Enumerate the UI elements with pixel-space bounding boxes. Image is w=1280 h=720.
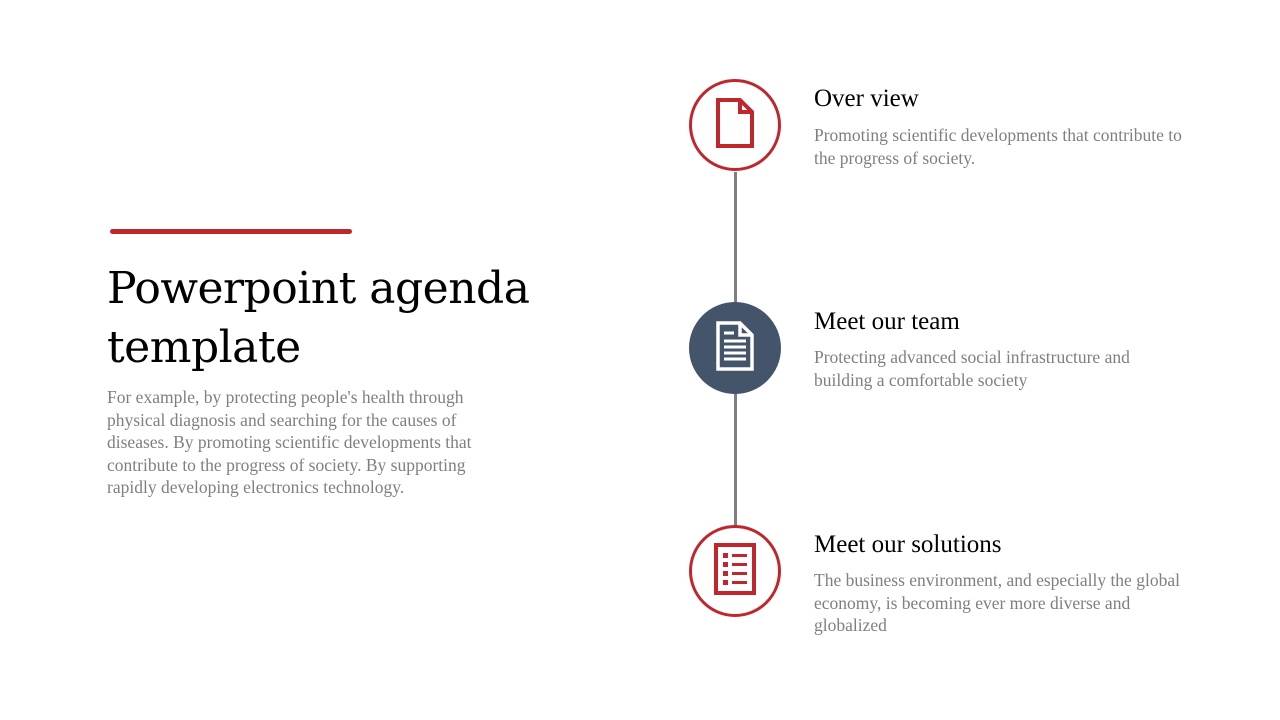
slide-body-text: For example, by protecting people's health through physical diagnosis and searching for the causes of diseases. By promoting scientific developments that contribute to the progress of society. By supporting rapidly developing electronics technology. [107, 387, 472, 497]
document-icon [714, 97, 756, 153]
agenda-item-2-circle [689, 302, 781, 394]
agenda-item-3-description: The business environment, and especially the global economy, is becoming ever more diverse and globalized [814, 570, 1180, 635]
agenda-item-2-description: Protecting advanced social infrastructure and building a comfortable society [814, 347, 1130, 390]
agenda-item-3-circle [689, 525, 781, 617]
agenda-item-1-circle [689, 79, 781, 171]
agenda-item-1-title: Over view [814, 85, 919, 112]
text-document-icon [714, 320, 756, 376]
slide-title: Powerpoint agenda template [107, 263, 530, 373]
agenda-item-2-title: Meet our team [814, 308, 960, 335]
agenda-item-1-description: Promoting scientific developments that contribute to the progress of society. [814, 125, 1182, 168]
accent-bar [110, 229, 352, 234]
agenda-item-3-title: Meet our solutions [814, 531, 1002, 558]
checklist-icon [713, 542, 757, 600]
